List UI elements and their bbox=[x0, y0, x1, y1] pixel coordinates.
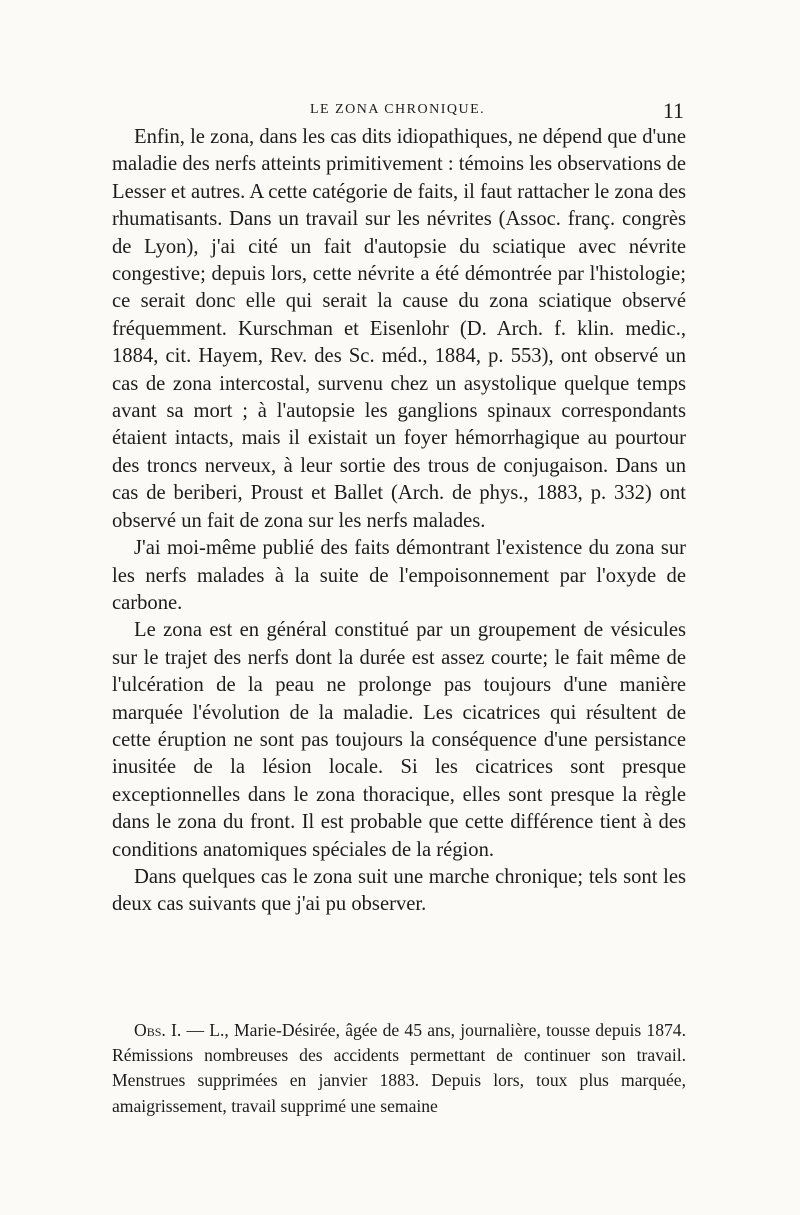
observation-block bbox=[112, 1018, 686, 1119]
observation-paragraph bbox=[112, 1018, 686, 1119]
observation-text: — L., Marie-Désirée, âgée de 45 ans, journalière, tousse depuis 1874. Rémissions nombreuses des accidents permettant de continuer son travail. Menstrues supprimées en janvier 1883. Depuis lors, toux plus marquée, amaigrissement, travail supprimé une semaine bbox=[112, 1020, 686, 1116]
page-number: 11 bbox=[662, 98, 684, 123]
observation-label: Obs. I. bbox=[134, 1020, 182, 1040]
paragraph-3: Le zona est en général constitué par un groupement de vésicules sur le trajet des nerfs dont la durée est assez courte; le fait même de l'ulcération de la peau ne prolonge pas toujours d'une manière marquée l'évolution de la maladie. Les cicatrices qui résultent de cette éruption ne sont pas toujours la conséquence d'une persistance inusitée de la lésion locale. Si les cicatrices sont presque exceptionnelles dans le zona thoracique, elles sont presque la règle dans le zona du front. Il est probable que cette différence tient à des conditions anatomiques spéciales de la région. bbox=[112, 619, 686, 861]
paragraph-4: Dans quelques cas le zona suit une marche chronique; tels sont les deux cas suivants que j'ai pu observer. bbox=[112, 865, 686, 916]
paragraph-1: Enfin, le zona, dans les cas dits idiopathiques, ne dépend que d'une maladie des nerfs atteints primitivement : témoins les observations de Lesser et autres. A cette catégorie de faits, il faut rattacher le zona des rhumatisants. Dans un travail sur les névrites (Assoc. franç. congrès de Lyon), j'ai cité un fait d'autopsie du sciatique avec névrite congestive; depuis lors, cette névrite a été démontrée par l'histologie; ce serait donc elle qui serait la cause du zona sciatique observé fréquemment. Kurschman et Eisenlohr (D. Arch. f. klin. medic., 1884, cit. Hayem, Rev. des Sc. méd., 1884, p. 553), ont observé un cas de zona intercostal, survenu chez un asystolique quelque temps avant sa mort ; à l'autopsie les ganglions spinaux correspondants étaient intacts, mais il existait un foyer hémorrhagique au pourtour des troncs nerveux, à leur sortie des trous de conjugaison. Dans un cas de beriberi, Proust et Ballet (Arch. de phys., 1883, p. 332) ont observé un fait de zona sur les nerfs malades. bbox=[112, 126, 686, 532]
running-title: LE ZONA CHRONIQUE. bbox=[310, 102, 486, 117]
paragraph-2: J'ai moi-même publié des faits démontrant l'existence du zona sur les nerfs malades à la suite de l'empoisonnement par l'oxyde de carbone. bbox=[112, 537, 686, 614]
running-head bbox=[112, 98, 684, 126]
body-text bbox=[112, 124, 686, 919]
